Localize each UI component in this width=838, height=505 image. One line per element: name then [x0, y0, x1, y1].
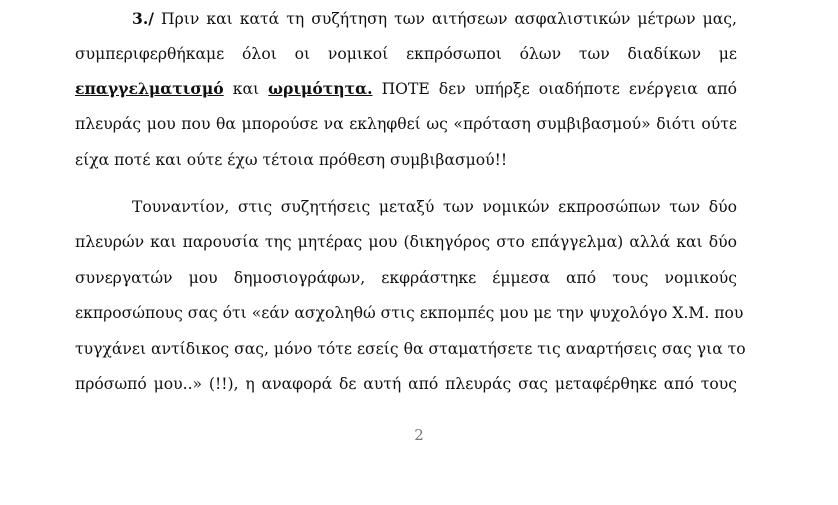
emphasis-maturity: ωριμότητα.	[268, 79, 373, 98]
paragraph-1-line-3-text: ΠΟΤΕ δεν υπήρξε οιαδήποτε ενέργεια από	[372, 80, 737, 98]
paragraph-2-line-3: συνεργατών μου δημοσιογράφων, εκφράστηκε έμμεσα από τους νομικούς	[75, 269, 737, 287]
paragraph-1-line-5: είχα ποτέ και ούτε έχω τέτοια πρόθεση συμβιβασμού!!	[75, 151, 508, 169]
page-number: 2	[414, 426, 424, 444]
paragraph-2-line-2: πλευρών και παρουσία της μητέρας μου (δικηγόρος στο επάγγελμα) αλλά και δύο	[75, 233, 737, 251]
paragraph-2-line-1: Τουναντίον, στις συζητήσεις μεταξύ των νομικών εκπροσώπων των δύο	[132, 198, 737, 216]
paragraph-1-line-4: πλευράς μου που θα μπορούσε να εκληφθεί ως «πρόταση συμβιβασμού» διότι ούτε	[75, 115, 737, 133]
paragraph-1-line-1-text: Πριν και κατά τη συζήτηση των αιτήσεων ασφαλιστικών μέτρων μας,	[153, 10, 737, 28]
paragraph-1-line-3	[75, 78, 737, 100]
paragraph-1-line-2: συμπεριφερθήκαμε όλοι οι νομικοί εκπρόσωποι όλων των διαδίκων με	[75, 45, 737, 63]
connector-text: και	[223, 80, 269, 98]
paragraph-2-line-5: τυγχάνει αντίδικος σας, μόνο τότε εσείς θα σταματήσετε τις αναρτήσεις σας για το	[75, 340, 746, 358]
paragraph-2-line-4: εκπροσώπους σας ότι «εάν ασχοληθώ στις εκπομπές μου με την ψυχολόγο Χ.Μ. που	[75, 304, 744, 322]
paragraph-2-line-6: πρόσωπό μου..» (!!), η αναφορά δε αυτή από πλευράς σας μεταφέρθηκε από τους	[75, 375, 737, 393]
emphasis-professionalism: επαγγελματισμό	[75, 79, 224, 98]
section-number: 3./	[132, 9, 154, 28]
paragraph-1-line-1	[75, 8, 737, 30]
